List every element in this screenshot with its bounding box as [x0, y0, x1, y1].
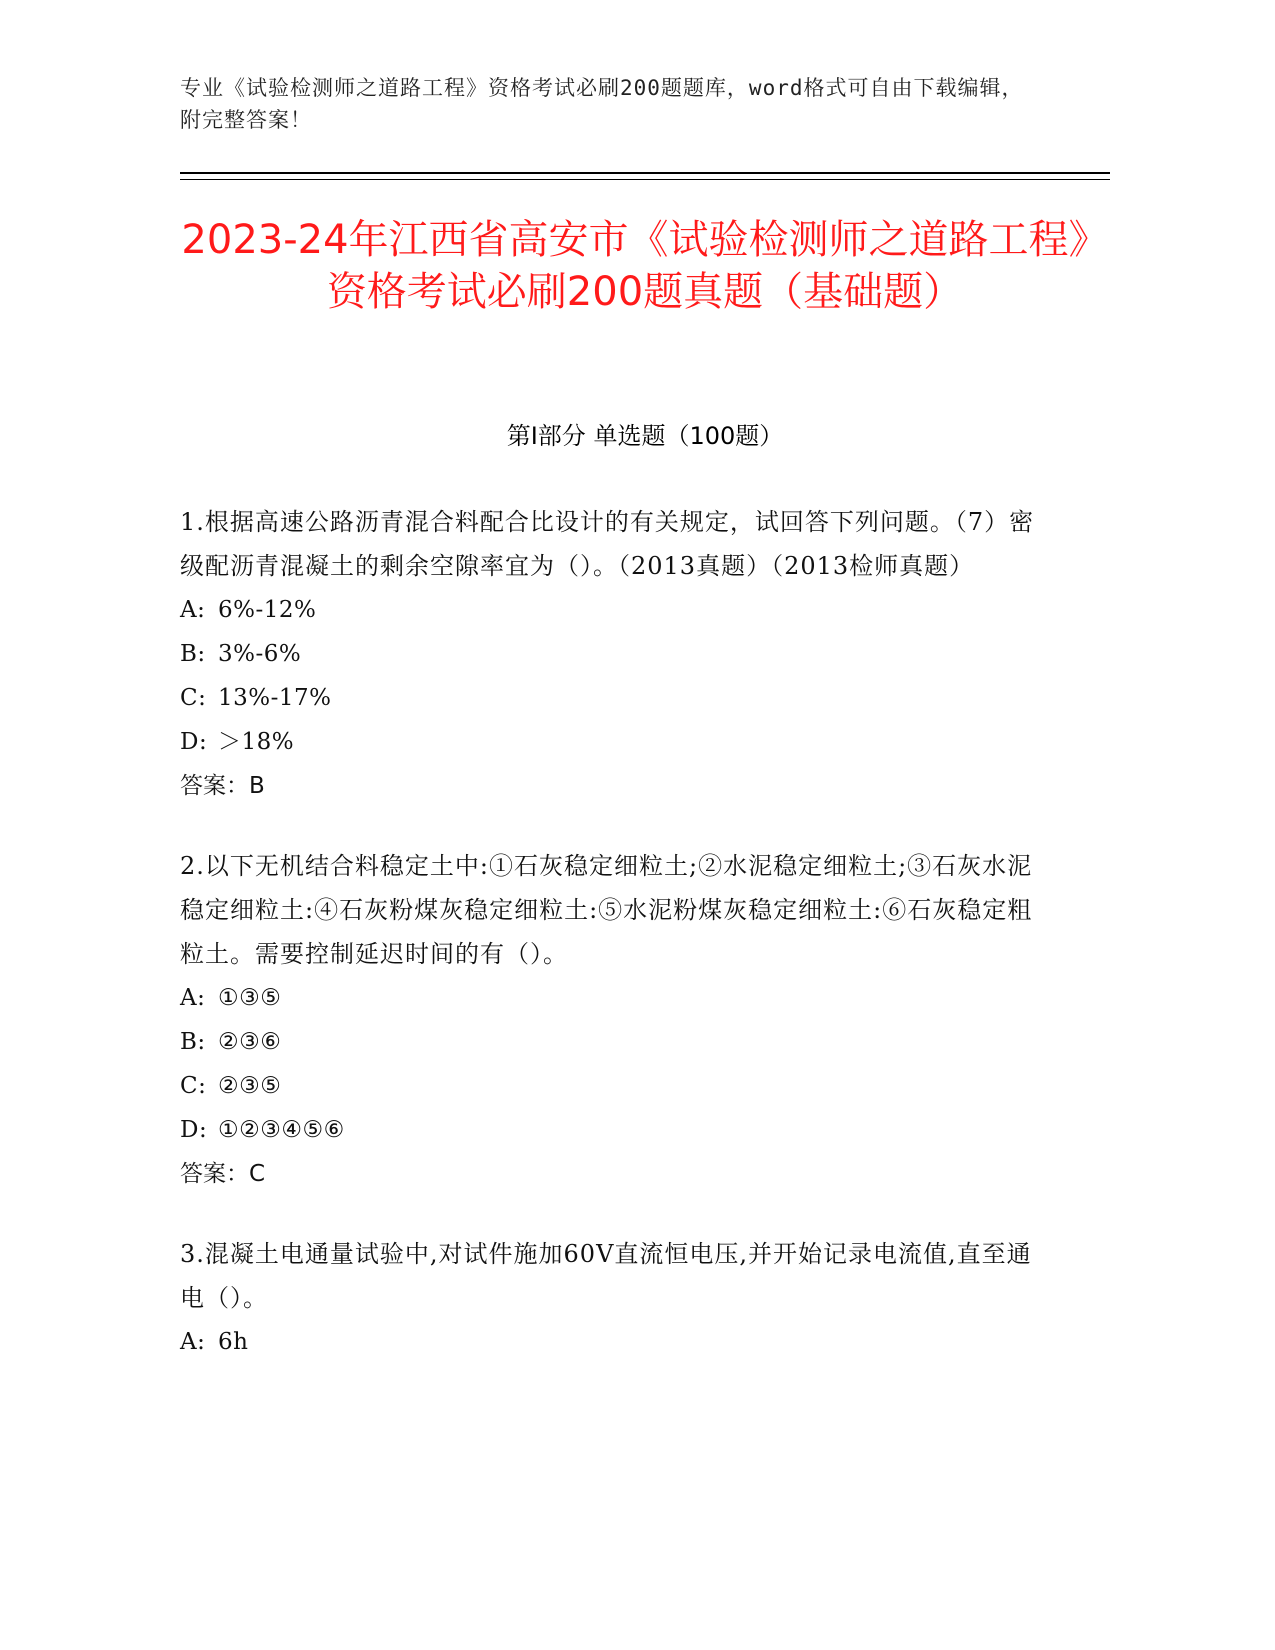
- option-c: [180, 676, 1040, 720]
- option-text: ①②③④⑤⑥: [218, 1117, 345, 1143]
- header-note: 专业《试验检测师之道路工程》资格考试必刷200题题库，word格式可自由下载编辑，附完整答案！: [180, 76, 1024, 132]
- option-text: 13%-17%: [218, 685, 332, 711]
- option-key: A:: [180, 597, 206, 623]
- answer-line: 答案：C: [180, 1161, 266, 1187]
- option-text: ②③⑤: [218, 1073, 282, 1099]
- question-list: [180, 500, 1040, 1400]
- question-item: [180, 1232, 1040, 1364]
- question-stem: 3.混凝土电通量试验中,对试件施加60V直流恒电压,并开始记录电流值,直至通电（）。: [180, 1240, 1032, 1312]
- question-item: [180, 500, 1040, 808]
- option-a: [180, 976, 1040, 1020]
- option-key: D:: [180, 729, 208, 755]
- option-d: [180, 1108, 1040, 1152]
- option-text: 6%-12%: [218, 597, 317, 623]
- option-text: 6h: [218, 1329, 249, 1355]
- question-stem: 1.根据高速公路沥青混合料配合比设计的有关规定，试回答下列问题。（7）密级配沥青混凝土的剩余空隙率宜为（）。（2013真题）（2013检师真题）: [180, 508, 1035, 580]
- header-divider-thin: [180, 179, 1110, 180]
- question-stem: 2.以下无机结合料稳定土中:①石灰稳定细粒土;②水泥稳定细粒土;③石灰水泥稳定细粒土:④石灰粉煤灰稳定细粒土:⑤水泥粉煤灰稳定细粒土:⑥石灰稳定粗粒土。需要控制延迟时间的有（）。: [180, 852, 1033, 968]
- option-key: C:: [180, 685, 207, 711]
- option-key: A:: [180, 1329, 206, 1355]
- option-text: ①③⑤: [218, 985, 282, 1011]
- option-text: ＞18%: [218, 729, 295, 755]
- option-a: [180, 588, 1040, 632]
- document-title: 2023-24年江西省高安市《试验检测师之道路工程》资格考试必刷200题真题（基础题）: [181, 217, 1109, 315]
- answer-line: 答案：B: [180, 773, 265, 799]
- option-key: B:: [180, 1029, 206, 1055]
- option-text: ②③⑥: [218, 1029, 282, 1055]
- option-key: B:: [180, 641, 206, 667]
- option-b: [180, 1020, 1040, 1064]
- option-key: C:: [180, 1073, 207, 1099]
- option-a: [180, 1320, 1040, 1364]
- option-b: [180, 632, 1040, 676]
- option-key: A:: [180, 985, 206, 1011]
- option-c: [180, 1064, 1040, 1108]
- option-key: D:: [180, 1117, 208, 1143]
- header-divider-thick: [180, 172, 1110, 174]
- option-d: [180, 720, 1040, 764]
- question-item: [180, 844, 1040, 1196]
- section-title: 第Ⅰ部分 单选题（100题）: [506, 422, 784, 450]
- option-text: 3%-6%: [218, 641, 302, 667]
